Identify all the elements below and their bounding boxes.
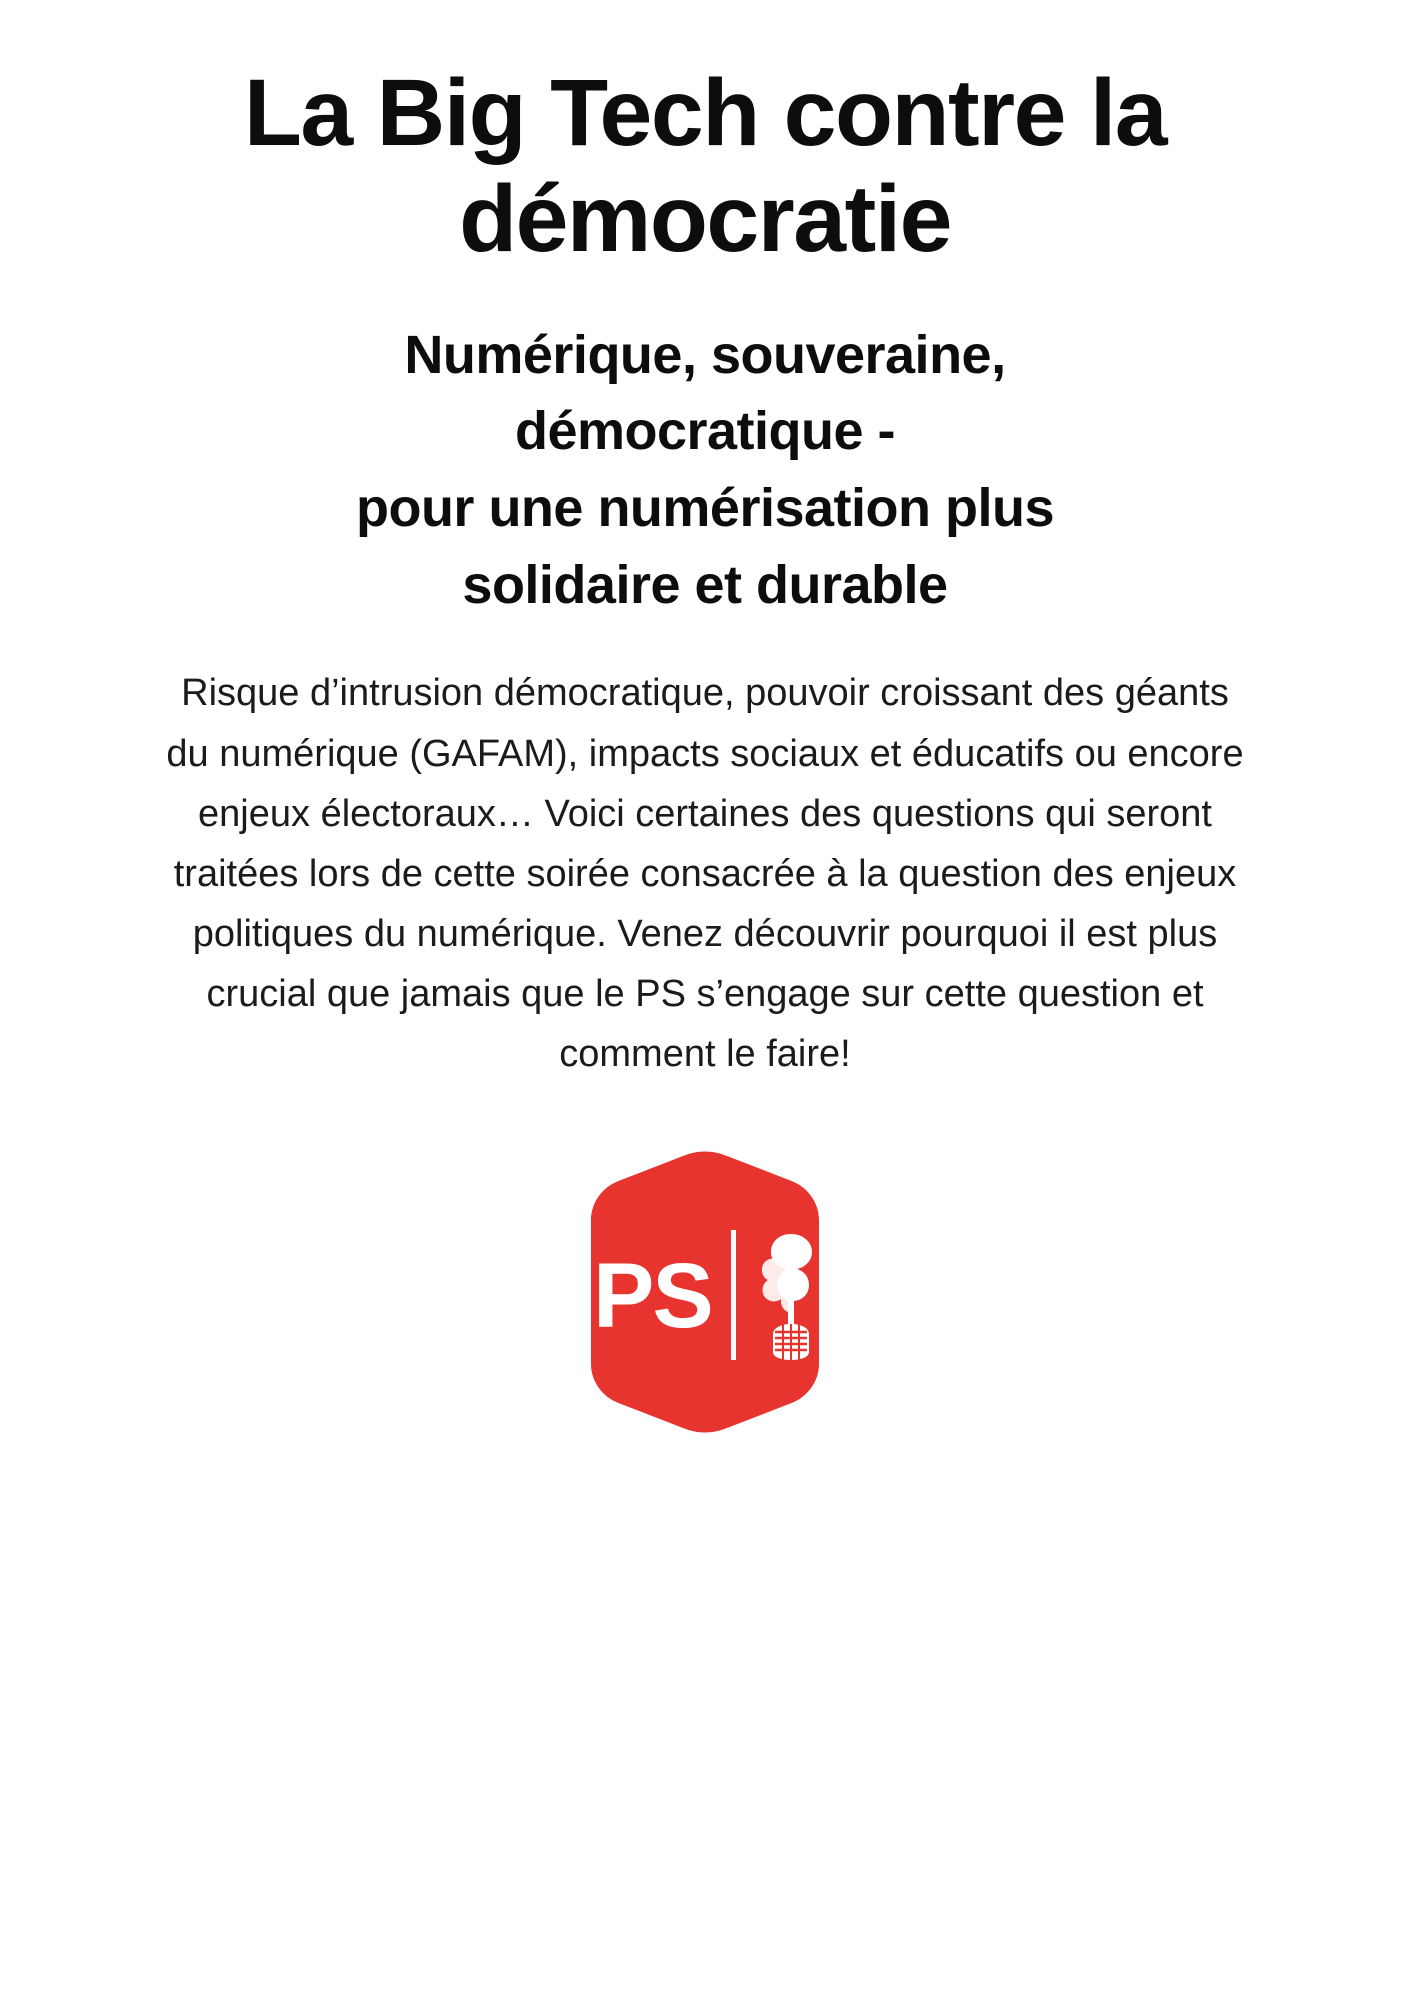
subtitle-line: démocratique - [514,401,896,462]
logo-divider [731,1230,736,1360]
logo-text: PS [593,1244,712,1347]
logo-container [555,1142,855,1442]
page-subtitle [356,317,1054,624]
subtitle-line: pour une numérisation plus [355,478,1055,539]
page-title: La Big Tech contre la démocratie [243,60,1167,273]
subtitle-line: Numérique, souveraine, [404,324,1006,385]
description-paragraph: Risque d’intrusion démocratique, pouvoir croissant des géants du numérique (GAFAM), impacts sociaux et éducatifs ou encore enjeux électoraux… Voici certaines des questions qui seront traitées lors de cette soirée consacrée à la question des enjeux politiques du numérique. Venez découvrir pourquoi il est plus crucial que jamais que le PS s’engage sur cette question et comment le faire! [166,672,1244,1075]
subtitle-line: solidaire et durable [462,554,948,615]
ps-logo [555,1142,855,1442]
rose-icon [751,1228,831,1363]
